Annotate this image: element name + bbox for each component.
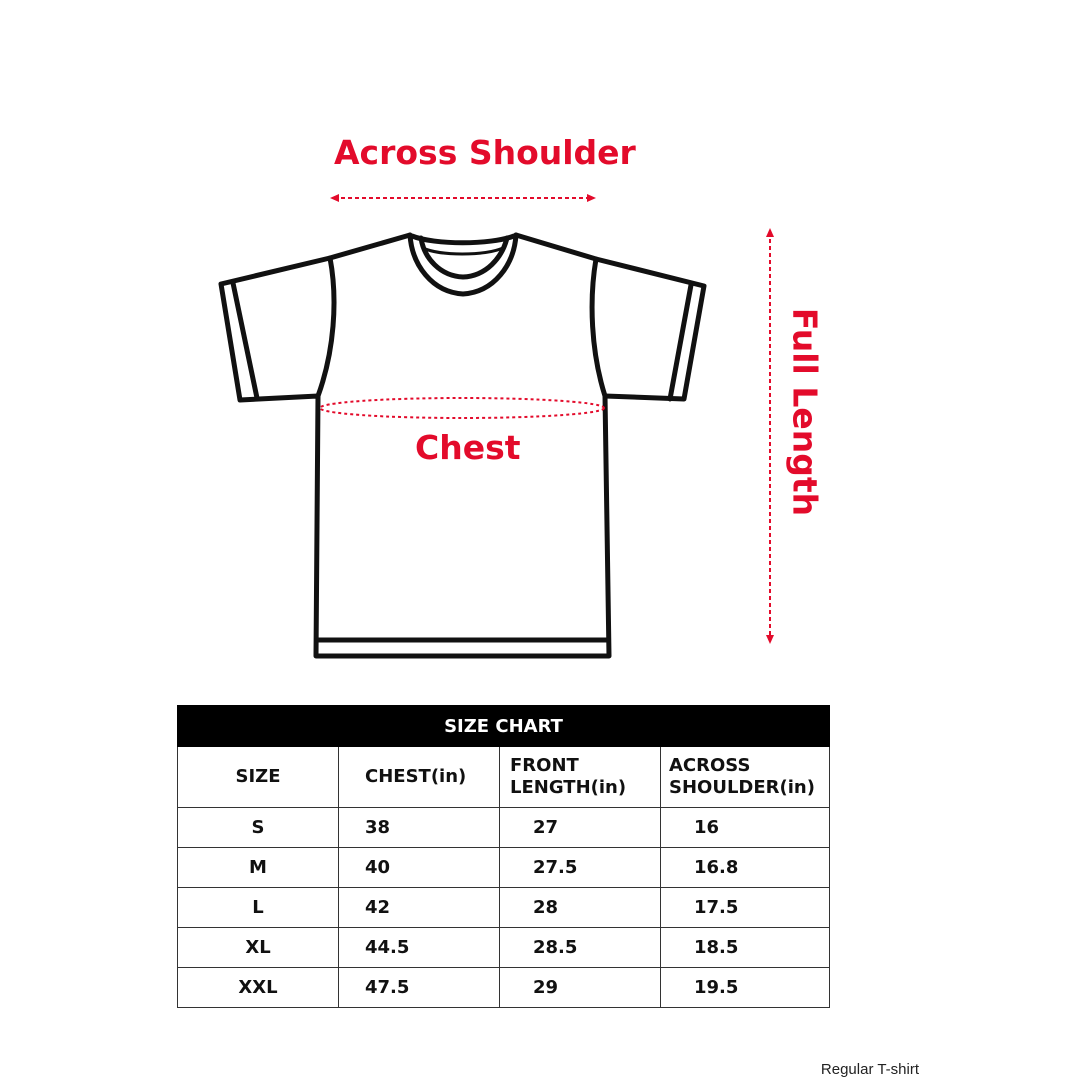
size-chart-body: [178, 747, 830, 1008]
header-line: ACROSS: [669, 755, 751, 776]
product-caption: Regular T-shirt: [820, 1061, 919, 1078]
table-row: [178, 808, 830, 848]
cell-chest: 47.5: [339, 968, 500, 1008]
chest-label: Chest: [415, 428, 521, 467]
header-across-shoulder: [661, 747, 830, 808]
full-length-label: Full Length: [785, 307, 825, 517]
header-line: CHEST(in): [365, 766, 467, 787]
table-row: [178, 888, 830, 928]
cell-chest: 38: [339, 808, 500, 848]
header-size: [178, 747, 339, 808]
cell-chest: 42: [339, 888, 500, 928]
table-row: [178, 848, 830, 888]
cell-across-shoulder: 16.8: [661, 848, 830, 888]
header-line: FRONT: [510, 755, 579, 776]
table-row: [178, 968, 830, 1008]
cell-across-shoulder: 19.5: [661, 968, 830, 1008]
cell-size: L: [178, 888, 339, 928]
header-chest: [339, 747, 500, 808]
chest-measurement-ellipse: [320, 398, 604, 418]
cell-size: S: [178, 808, 339, 848]
cell-across-shoulder: 16: [661, 808, 830, 848]
cell-front-length: 29: [500, 968, 661, 1008]
size-chart-table: [177, 705, 830, 1008]
cell-chest: 40: [339, 848, 500, 888]
header-line: LENGTH(in): [510, 777, 627, 798]
size-chart-title: SIZE CHART: [178, 706, 830, 747]
cell-size: M: [178, 848, 339, 888]
cell-front-length: 27: [500, 808, 661, 848]
cell-size: XXL: [178, 968, 339, 1008]
cell-chest: 44.5: [339, 928, 500, 968]
table-row: [178, 928, 830, 968]
cell-front-length: 28.5: [500, 928, 661, 968]
table-header-row: [178, 747, 830, 808]
across-shoulder-label: Across Shoulder: [334, 133, 636, 172]
cell-size: XL: [178, 928, 339, 968]
header-line: SHOULDER(in): [669, 777, 815, 798]
cell-front-length: 28: [500, 888, 661, 928]
header-line: SIZE: [235, 766, 281, 787]
header-front-length: [500, 747, 661, 808]
cell-across-shoulder: 17.5: [661, 888, 830, 928]
cell-front-length: 27.5: [500, 848, 661, 888]
cell-across-shoulder: 18.5: [661, 928, 830, 968]
